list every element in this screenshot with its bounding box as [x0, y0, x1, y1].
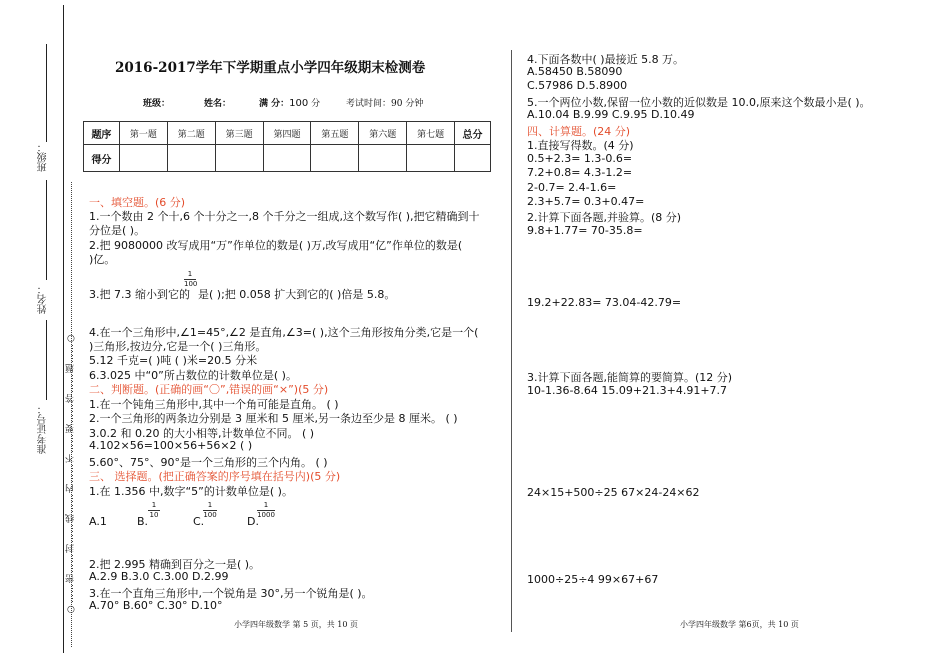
choice-1-d-den: 1000 [257, 511, 275, 519]
choice-1-b: B. [137, 515, 149, 528]
calc-2-row-1: 9.8+1.77= 70-35.8= [527, 224, 643, 237]
q3-suffix: 是( );把 0.058 扩大到它的( )倍是 5.8。 [198, 288, 396, 301]
th-q2: 第二题 [167, 122, 215, 145]
calc-1-row-2: 7.2+0.8= 4.3-1.2= [527, 166, 633, 179]
q1-line-2: 分位是( )。 [89, 224, 146, 237]
info-full-score: 100 [289, 98, 309, 109]
th-q1: 第一题 [119, 122, 167, 145]
q3-fraction-num: 1 [187, 270, 193, 278]
calc-1-row-3: 2-0.7= 2.4-1.6= [527, 181, 617, 194]
info-class: 班级： [143, 99, 171, 109]
score-cell[interactable] [167, 145, 215, 172]
calc-1-row-1: 0.5+2.3= 1.3-0.6= [527, 152, 633, 165]
info-full-label: 满 分： [259, 99, 290, 109]
judge-2: 2.一个三角形的两条边分别是 3 厘米和 5 厘米,另一条边至少是 8 厘米。 ( ) [89, 412, 458, 425]
choice-5-options: A.10.04 B.9.99 C.9.95 D.10.49 [527, 108, 695, 121]
calc-3-row-3: 1000÷25÷4 99×67+67 [527, 573, 659, 586]
th-q4: 第四题 [263, 122, 311, 145]
th-q3: 第三题 [215, 122, 263, 145]
score-cell[interactable] [311, 145, 359, 172]
choice-2: 2.把 2.995 精确到百分之一是( )。 [89, 558, 261, 571]
choice-2-options: A.2.9 B.3.0 C.3.00 D.2.99 [89, 570, 229, 583]
info-full-unit: 分 [311, 99, 321, 109]
choice-4-options-2: C.57986 D.5.8900 [527, 79, 628, 92]
section-3-title: 三、 选择题。(把正确答案的序号填在括号内)(5 分) [89, 470, 341, 483]
q6: 6.3.025 中“0”所占数位的计数单位是( )。 [89, 369, 297, 382]
q4-line-1: 4.在一个三角形中,∠1=45°,∠2 是直角,∠3=( ),这个三角形按角分类,它是一个( [89, 326, 479, 339]
exam-no-label: 准考证号： [38, 404, 49, 454]
choice-5: 5.一个两位小数,保留一位小数的近似数是 10.0,原来这个数最小是( )。 [527, 96, 871, 109]
calc-2-row-2: 19.2+22.83= 73.04-42.79= [527, 296, 682, 309]
name-field[interactable] [46, 180, 47, 280]
exam-no-field[interactable] [46, 320, 47, 400]
section-1-title: 一、填空题。(6 分) [89, 196, 186, 209]
score-cell[interactable] [455, 145, 491, 172]
q4-line-2: )三角形,按边分,它是一个( )三角形。 [89, 340, 267, 353]
th-order: 题序 [84, 122, 120, 145]
choice-3: 3.在一个直角三角形中,一个锐角是 30°,另一个锐角是( )。 [89, 587, 373, 600]
seal-line-text: ○……密……封……线……内……不……要……答……题……○ [66, 332, 76, 614]
score-cell[interactable] [359, 145, 407, 172]
info-full [259, 96, 320, 109]
judge-4: 4.102×56=100×56+56×2 ( ) [89, 439, 253, 452]
choice-1-b-num: 1 [151, 501, 157, 509]
class-field[interactable] [46, 44, 47, 142]
th-q6: 第六题 [359, 122, 407, 145]
info-name: 姓名： [204, 99, 232, 109]
q3-fraction [184, 271, 196, 288]
choice-1-c: C. [193, 515, 205, 528]
page-title: 2016-2017学年下学期重点小学四年级期末检测卷 [115, 60, 426, 76]
judge-3: 3.0.2 和 0.20 的大小相等,计数单位不同。 ( ) [89, 427, 315, 440]
choice-4-options-1: A.58450 B.58090 [527, 65, 623, 78]
th-q7: 第七题 [407, 122, 455, 145]
page-divider [511, 50, 512, 632]
score-cell[interactable] [119, 145, 167, 172]
score-table-score-row [84, 145, 491, 172]
choice-1-a: A.1 [89, 515, 107, 528]
q3-fraction-den: 100 [184, 280, 198, 288]
score-table-header-row [84, 122, 491, 145]
class-label: 班级： [38, 142, 49, 172]
judge-1: 1.在一个钝角三角形中,其中一个角可能是直角。 ( ) [89, 398, 339, 411]
choice-1-c-num: 1 [207, 501, 213, 509]
choice-1-d: D. [247, 515, 259, 528]
choice-1-d-num: 1 [263, 501, 269, 509]
q3-prefix: 3.把 7.3 缩小到它的 [89, 288, 190, 301]
score-row-label: 得分 [84, 145, 120, 172]
score-table [83, 121, 491, 172]
judge-5: 5.60°、75°、90°是一个三角形的三个内角。 ( ) [89, 456, 328, 469]
calc-2-title: 2.计算下面各题,并验算。(8 分) [527, 211, 682, 224]
th-q5: 第五题 [311, 122, 359, 145]
name-label: 姓名： [38, 284, 49, 314]
calc-1-row-4: 2.3+5.7= 0.3+0.47= [527, 195, 645, 208]
q5: 5.12 千克=( )吨 ( )米=20.5 分米 [89, 354, 258, 367]
choice-1-b-fraction [148, 502, 160, 519]
q2-line-2: )亿。 [89, 253, 116, 266]
choice-1-b-den: 10 [149, 511, 159, 519]
section-2-title: 二、判断题。(正确的画“〇”,错误的画“×”)(5 分) [89, 383, 329, 396]
calc-3-title: 3.计算下面各题,能简算的要简算。(12 分) [527, 371, 733, 384]
footer-left: 小学四年级数学 第 5 页，共 10 页 [234, 620, 358, 629]
section-4-title: 四、计算题。(24 分) [527, 125, 631, 138]
score-cell[interactable] [215, 145, 263, 172]
calc-3-row-1: 10-1.36-8.64 15.09+21.3+4.91+7.7 [527, 384, 728, 397]
q2-line-1: 2.把 9080000 改写成用“万”作单位的数是( )万,改写成用“亿”作单位的数是( [89, 239, 463, 252]
info-time: 考试时间：90 分钟 [346, 99, 424, 109]
q1-line-1: 1.一个数由 2 个十,6 个十分之一,8 个千分之一组成,这个数写作( ),把它精确到十 [89, 210, 480, 223]
th-total: 总分 [455, 122, 491, 145]
choice-1-c-den: 100 [203, 511, 217, 519]
choice-1-d-fraction [257, 502, 275, 519]
score-cell[interactable] [407, 145, 455, 172]
calc-1-title: 1.直接写得数。(4 分) [527, 139, 634, 152]
score-cell[interactable] [263, 145, 311, 172]
calc-3-row-2: 24×15+500÷25 67×24-24×62 [527, 486, 700, 499]
choice-4: 4.下面各数中( )最接近 5.8 万。 [527, 53, 685, 66]
footer-right: 小学四年级数学 第6页，共 10 页 [680, 620, 799, 629]
choice-1-c-fraction [203, 502, 217, 519]
choice-3-options: A.70° B.60° C.30° D.10° [89, 599, 223, 612]
choice-1: 1.在 1.356 中,数字“5”的计数单位是( )。 [89, 485, 293, 498]
